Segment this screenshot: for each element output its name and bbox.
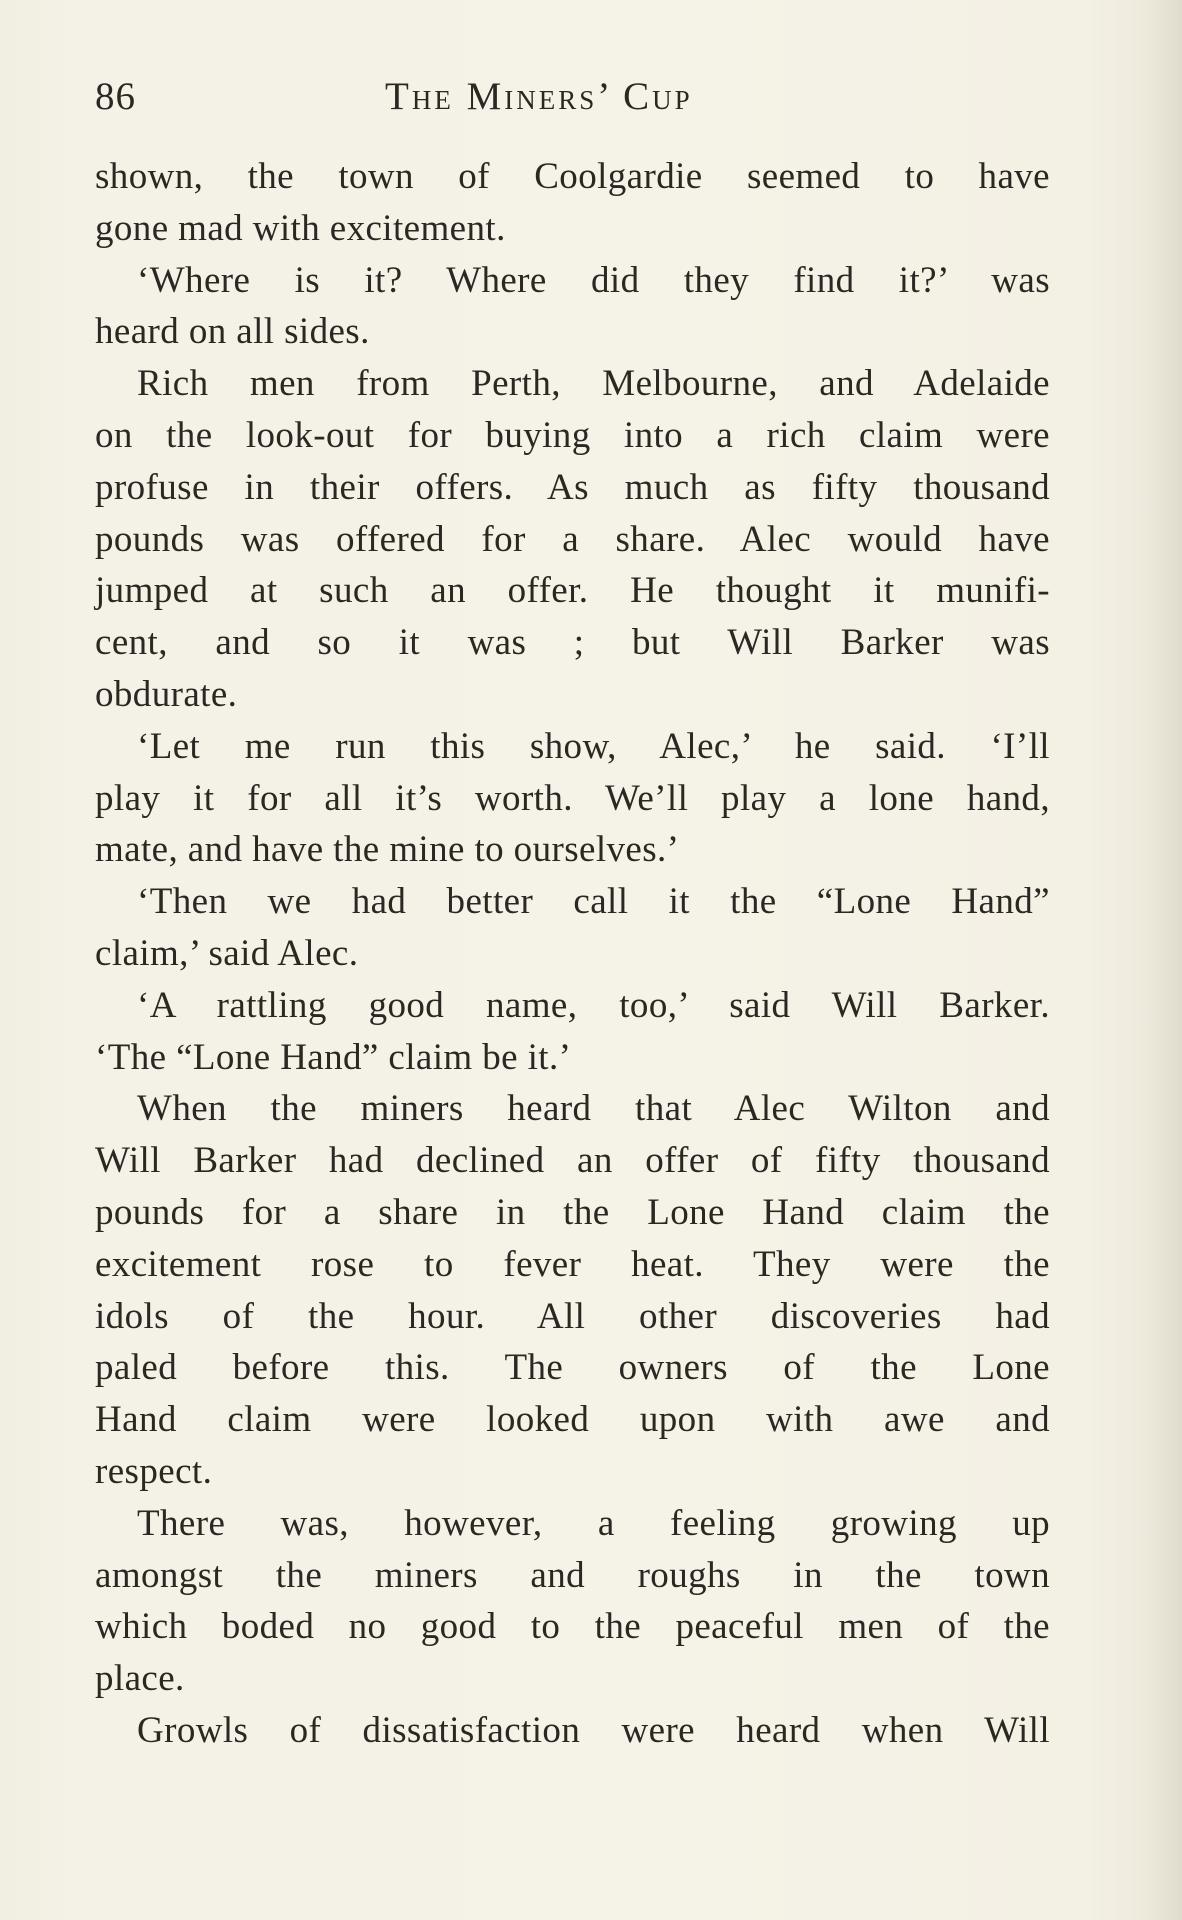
text-line: which boded no good to the peaceful men of the bbox=[95, 1606, 1050, 1648]
text-line: amongst the miners and roughs in the town bbox=[95, 1554, 1050, 1596]
text-line: place. bbox=[95, 1658, 185, 1700]
page-number: 86 bbox=[95, 75, 136, 118]
text-line: claim,’ said Alec. bbox=[95, 932, 359, 974]
running-title: The Miners’ Cup bbox=[385, 75, 693, 118]
text-line: cent, and so it was ; but Will Barker was bbox=[95, 622, 1050, 664]
text-line: pounds was offered for a share. Alec would have bbox=[95, 518, 1050, 560]
text-line: ‘Then we had better call it the “Lone Hand” bbox=[137, 881, 1050, 923]
text-line: idols of the hour. All other discoveries had bbox=[95, 1295, 1050, 1337]
text-line: shown, the town of Coolgardie seemed to have bbox=[95, 156, 1050, 197]
text-line: ‘The “Lone Hand” claim be it.’ bbox=[95, 1036, 572, 1078]
page-header bbox=[95, 70, 1050, 130]
text-line: on the look-out for buying into a rich claim were bbox=[95, 414, 1050, 456]
text-line: Hand claim were looked upon with awe and bbox=[95, 1399, 1050, 1441]
text-line: Will Barker had declined an offer of fifty thousand bbox=[95, 1140, 1050, 1182]
text-line: ‘A rattling good name, too,’ said Will Barker. bbox=[137, 984, 1050, 1026]
text-line: respect. bbox=[95, 1450, 213, 1492]
page-edge-shadow bbox=[1142, 0, 1182, 1920]
text-line: ‘Let me run this show, Alec,’ he said. ‘I’ll bbox=[137, 725, 1050, 767]
text-line: play it for all it’s worth. We’ll play a lone hand, bbox=[95, 777, 1050, 819]
text-line: jumped at such an offer. He thought it munifi- bbox=[95, 570, 1050, 612]
text-line: mate, and have the mine to ourselves.’ bbox=[95, 829, 680, 871]
text-line: excitement rose to fever heat. They were the bbox=[95, 1243, 1050, 1285]
text-line: There was, however, a feeling growing up bbox=[137, 1502, 1050, 1544]
body-text bbox=[95, 151, 1050, 1757]
text-line: profuse in their offers. As much as fifty thousand bbox=[95, 466, 1050, 508]
text-line: ‘Where is it? Where did they find it?’ was bbox=[137, 259, 1050, 301]
text-line: paled before this. The owners of the Lone bbox=[95, 1347, 1050, 1389]
text-line: Rich men from Perth, Melbourne, and Adelaide bbox=[137, 363, 1050, 405]
text-line: gone mad with excitement. bbox=[95, 207, 506, 249]
text-line: obdurate. bbox=[95, 673, 238, 715]
text-line: pounds for a share in the Lone Hand claim the bbox=[95, 1191, 1050, 1233]
text-line: heard on all sides. bbox=[95, 311, 370, 353]
text-line: When the miners heard that Alec Wilton and bbox=[137, 1088, 1050, 1130]
text-line: Growls of dissatisfaction were heard when Will bbox=[137, 1709, 1050, 1751]
